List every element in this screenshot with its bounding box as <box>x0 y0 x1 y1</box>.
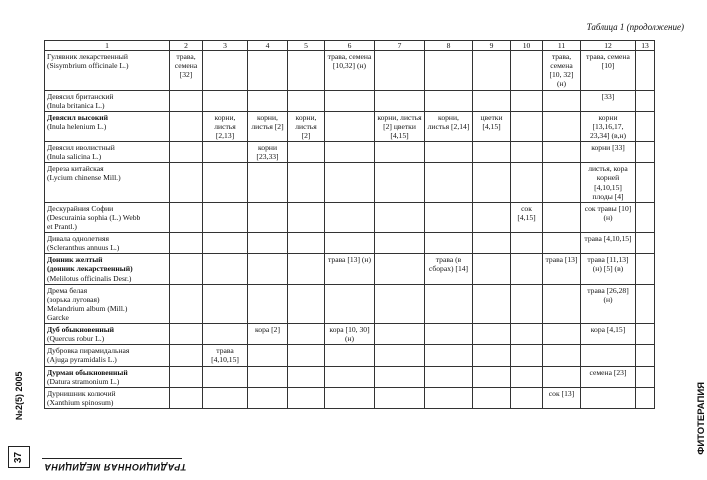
table-cell <box>325 345 375 366</box>
table-cell <box>543 90 581 111</box>
table-cell <box>288 324 325 345</box>
table-cell <box>636 345 655 366</box>
table-row <box>45 366 655 387</box>
table-cell <box>511 324 543 345</box>
table-cell <box>636 324 655 345</box>
table-cell: корни, листья [2] <box>248 111 288 141</box>
table-cell: сок травы [10] (н) <box>581 202 636 232</box>
table-row <box>45 324 655 345</box>
table-cell: сок [4,15] <box>511 202 543 232</box>
table-cell: трава, семена [10, 32] (н) <box>543 51 581 90</box>
table-cell: кора [2] <box>248 324 288 345</box>
column-header-5: 5 <box>288 41 325 51</box>
table-cell <box>425 233 473 254</box>
table-cell <box>203 387 248 408</box>
plant-name-cell <box>45 142 170 163</box>
table-cell <box>543 111 581 141</box>
table-cell: корни [23,33] <box>248 142 288 163</box>
column-header-1: 1 <box>45 41 170 51</box>
table-cell <box>636 142 655 163</box>
table-cell <box>425 90 473 111</box>
table-header-row <box>45 41 655 51</box>
table-caption: Таблица 1 (продолжение) <box>586 22 684 32</box>
table-cell <box>636 233 655 254</box>
table-cell <box>375 163 425 202</box>
table-cell <box>248 90 288 111</box>
table-cell <box>425 51 473 90</box>
plant-name-cell <box>45 387 170 408</box>
table-cell <box>473 51 511 90</box>
table-cell <box>636 254 655 284</box>
table-cell <box>325 163 375 202</box>
table-cell <box>170 324 203 345</box>
table-cell <box>248 366 288 387</box>
plant-common-name: Дуб обыкновенный <box>47 325 115 335</box>
table-row <box>45 202 655 232</box>
table-cell <box>375 345 425 366</box>
table-cell: корни, листья [2,13] <box>203 111 248 141</box>
table-cell <box>511 387 543 408</box>
table-cell <box>473 284 511 323</box>
table-cell <box>203 163 248 202</box>
plant-name-cell <box>45 345 170 366</box>
table-cell <box>511 254 543 284</box>
table-cell <box>325 284 375 323</box>
plant-latin-name: (донник лекарственный) <box>47 264 133 274</box>
table-cell <box>288 233 325 254</box>
table-cell <box>425 163 473 202</box>
table-cell <box>375 366 425 387</box>
table-cell <box>425 345 473 366</box>
table-cell <box>636 90 655 111</box>
page-number-box <box>8 446 30 468</box>
plant-latin-name: (Inula salicina L.) <box>47 152 102 162</box>
column-header-10: 10 <box>511 41 543 51</box>
table-cell: корни [33] <box>581 142 636 163</box>
table-cell <box>636 387 655 408</box>
plant-common-name: Дурнишник колючий <box>47 388 116 398</box>
table-cell <box>581 345 636 366</box>
table-row <box>45 387 655 408</box>
table-cell <box>375 324 425 345</box>
table-cell <box>375 202 425 232</box>
table-cell <box>425 202 473 232</box>
table-cell <box>511 163 543 202</box>
table-cell <box>170 233 203 254</box>
table-cell <box>511 284 543 323</box>
plant-common-name: Дрема белая <box>47 285 88 295</box>
table-cell <box>375 387 425 408</box>
table-row <box>45 254 655 284</box>
column-header-7: 7 <box>375 41 425 51</box>
plant-name-cell <box>45 254 170 284</box>
table-cell <box>425 387 473 408</box>
plant-common-name: Дивала однолетняя <box>47 234 109 244</box>
table-cell <box>543 142 581 163</box>
table-cell <box>473 163 511 202</box>
table-row <box>45 51 655 90</box>
table-cell <box>170 284 203 323</box>
table-cell <box>375 51 425 90</box>
plant-name-cell <box>45 90 170 111</box>
table-row <box>45 345 655 366</box>
plant-latin-name: (Inula helenium L.) <box>47 121 107 131</box>
table-cell <box>636 284 655 323</box>
table-cell <box>425 284 473 323</box>
plant-common-name: Донник желтый <box>47 255 103 265</box>
table-cell <box>636 51 655 90</box>
table-cell <box>581 387 636 408</box>
table-cell <box>511 142 543 163</box>
plant-name-cell <box>45 233 170 254</box>
plant-latin-name: (Descurainia sophia (L.) Webb <box>47 212 141 222</box>
column-header-2: 2 <box>170 41 203 51</box>
page-number: 37 <box>13 451 25 463</box>
table-cell <box>543 345 581 366</box>
table-cell <box>543 163 581 202</box>
table-cell: трава [4,10,15] <box>203 345 248 366</box>
table-cell <box>203 366 248 387</box>
column-header-3: 3 <box>203 41 248 51</box>
table-cell: кора [10, 30] (н) <box>325 324 375 345</box>
table-cell <box>473 202 511 232</box>
table-cell <box>473 254 511 284</box>
table-cell <box>325 387 375 408</box>
table-cell: кора [4,15] <box>581 324 636 345</box>
table-cell <box>325 111 375 141</box>
table-row <box>45 90 655 111</box>
table-cell <box>203 142 248 163</box>
table-cell <box>473 366 511 387</box>
plant-latin-name: (Lycium chinense Mill.) <box>47 173 121 183</box>
table-cell <box>473 142 511 163</box>
column-header-9: 9 <box>473 41 511 51</box>
plant-name-cell <box>45 51 170 90</box>
table-cell <box>288 284 325 323</box>
table-cell <box>248 284 288 323</box>
table-cell: трава, семена [32] <box>170 51 203 90</box>
table-cell <box>325 366 375 387</box>
table-cell <box>325 90 375 111</box>
table-cell: трава, семена [10,32] (н) <box>325 51 375 90</box>
table-cell <box>325 233 375 254</box>
table-cell <box>511 51 543 90</box>
table-cell <box>425 142 473 163</box>
table-cell <box>543 202 581 232</box>
table-row <box>45 233 655 254</box>
plant-latin-name: (Datura stramonium L.) <box>47 376 120 386</box>
table-cell: трава [13] (н) <box>325 254 375 284</box>
table-cell: семена [23] <box>581 366 636 387</box>
plant-latin-name: (Inula britanica L.) <box>47 100 105 110</box>
table-cell <box>288 142 325 163</box>
table-row <box>45 284 655 323</box>
plant-common-name: Гулявник лекарственный <box>47 52 128 62</box>
table-cell <box>203 90 248 111</box>
table-cell <box>288 202 325 232</box>
table-row <box>45 111 655 141</box>
table-cell: трава [4,10,15] <box>581 233 636 254</box>
table-cell <box>375 142 425 163</box>
table-cell <box>511 90 543 111</box>
table-cell <box>473 345 511 366</box>
table-cell <box>203 202 248 232</box>
table-cell <box>288 51 325 90</box>
table-cell <box>248 387 288 408</box>
table-cell <box>170 90 203 111</box>
plant-name-cell <box>45 163 170 202</box>
table-cell: трава [13] <box>543 254 581 284</box>
table-cell <box>375 254 425 284</box>
table-cell <box>325 142 375 163</box>
column-header-6: 6 <box>325 41 375 51</box>
table-cell <box>248 202 288 232</box>
table-cell <box>636 202 655 232</box>
table-cell <box>375 233 425 254</box>
table-cell <box>288 387 325 408</box>
table-cell <box>543 366 581 387</box>
plant-common-name: Дереза китайская <box>47 164 104 174</box>
column-header-8: 8 <box>425 41 473 51</box>
plant-latin-name: et Prantl.) <box>47 221 77 231</box>
table-cell <box>473 387 511 408</box>
table-row <box>45 142 655 163</box>
table-cell <box>288 163 325 202</box>
table-cell <box>248 254 288 284</box>
column-header-11: 11 <box>543 41 581 51</box>
table-cell: трава, семена [10] <box>581 51 636 90</box>
table-cell <box>170 345 203 366</box>
table-cell: корни [13,16,17, 23,34] (в,н) <box>581 111 636 141</box>
table-cell <box>203 254 248 284</box>
plant-common-name: Дурман обыкновенный <box>47 367 128 377</box>
plant-common-name: Девясил высокий <box>47 112 109 122</box>
plant-latin-name: (Scleranthus annuus L.) <box>47 243 120 253</box>
plant-latin-name: (Xanthium spinosum) <box>47 397 114 407</box>
table-cell: корни, листья [2,14] <box>425 111 473 141</box>
plant-latin-name: (зорька луговая) <box>47 294 100 304</box>
table-cell <box>325 202 375 232</box>
plant-name-cell <box>45 284 170 323</box>
plant-latin-name: Melandrium album (Mill.) <box>47 303 128 313</box>
table-cell <box>473 90 511 111</box>
table-cell <box>425 366 473 387</box>
plant-latin-name: (Melilotus officinalis Desr.) <box>47 273 132 283</box>
table-cell <box>636 111 655 141</box>
journal-title: ТРАДИЦИОННАЯ МЕДИЦИНА <box>44 462 187 472</box>
table-cell: корни, листья [2] <box>288 111 325 141</box>
table-cell <box>425 324 473 345</box>
table-cell <box>203 324 248 345</box>
table-cell <box>170 111 203 141</box>
table-cell: цветки [4,15] <box>473 111 511 141</box>
plant-name-cell <box>45 111 170 141</box>
table-cell <box>543 284 581 323</box>
table-cell <box>288 345 325 366</box>
table-cell <box>511 366 543 387</box>
table-cell <box>473 324 511 345</box>
plant-latin-name: Garcke <box>47 312 69 322</box>
table-cell <box>375 90 425 111</box>
journal-divider <box>42 458 182 459</box>
column-header-13: 13 <box>636 41 655 51</box>
table-cell: трава [26,28] (н) <box>581 284 636 323</box>
table-cell <box>170 142 203 163</box>
table-cell <box>203 284 248 323</box>
table-cell <box>543 324 581 345</box>
table-cell <box>375 284 425 323</box>
table-cell <box>288 254 325 284</box>
table-cell: трава (в сборах) [14] <box>425 254 473 284</box>
table-cell: корни, листья [2] цветки [4,15] <box>375 111 425 141</box>
plant-common-name: Дескурайния Софии <box>47 203 114 213</box>
plant-latin-name: (Ajuga pyramidalis L.) <box>47 355 117 365</box>
table-cell <box>203 233 248 254</box>
table-cell <box>511 111 543 141</box>
section-title: ФИТОТЕРАПИЯ <box>696 382 707 455</box>
table-cell <box>170 163 203 202</box>
herb-table <box>44 40 655 409</box>
table-cell: сок [13] <box>543 387 581 408</box>
table-row <box>45 163 655 202</box>
table-cell <box>248 51 288 90</box>
table-cell: [33] <box>581 90 636 111</box>
plant-common-name: Дубровка пирамидальная <box>47 346 130 356</box>
table-cell: листья, кора корней [4,10,15] плоды [4] <box>581 163 636 202</box>
table-cell: трава [11,13] (н) [5] (в) <box>581 254 636 284</box>
table-cell <box>203 51 248 90</box>
table-cell <box>288 90 325 111</box>
table-cell <box>170 254 203 284</box>
column-header-12: 12 <box>581 41 636 51</box>
table-cell <box>248 233 288 254</box>
table-cell <box>636 163 655 202</box>
plant-common-name: Девясил британский <box>47 91 114 101</box>
table-cell <box>511 233 543 254</box>
table-cell <box>511 345 543 366</box>
table-cell <box>636 366 655 387</box>
table-cell <box>288 366 325 387</box>
plant-name-cell <box>45 366 170 387</box>
plant-latin-name: (Sisymbrium officinale L.) <box>47 61 129 71</box>
column-header-4: 4 <box>248 41 288 51</box>
plant-name-cell <box>45 324 170 345</box>
plant-latin-name: (Quercus robur L.) <box>47 334 105 344</box>
plant-common-name: Девясил иволистный <box>47 143 115 153</box>
table-cell <box>170 202 203 232</box>
issue-label: №2(5) 2005 <box>14 371 24 420</box>
table-body <box>45 51 655 409</box>
table-cell <box>170 387 203 408</box>
plant-name-cell <box>45 202 170 232</box>
table-cell <box>473 233 511 254</box>
table-cell <box>543 233 581 254</box>
table-cell <box>248 163 288 202</box>
table-cell <box>248 345 288 366</box>
table-cell <box>170 366 203 387</box>
